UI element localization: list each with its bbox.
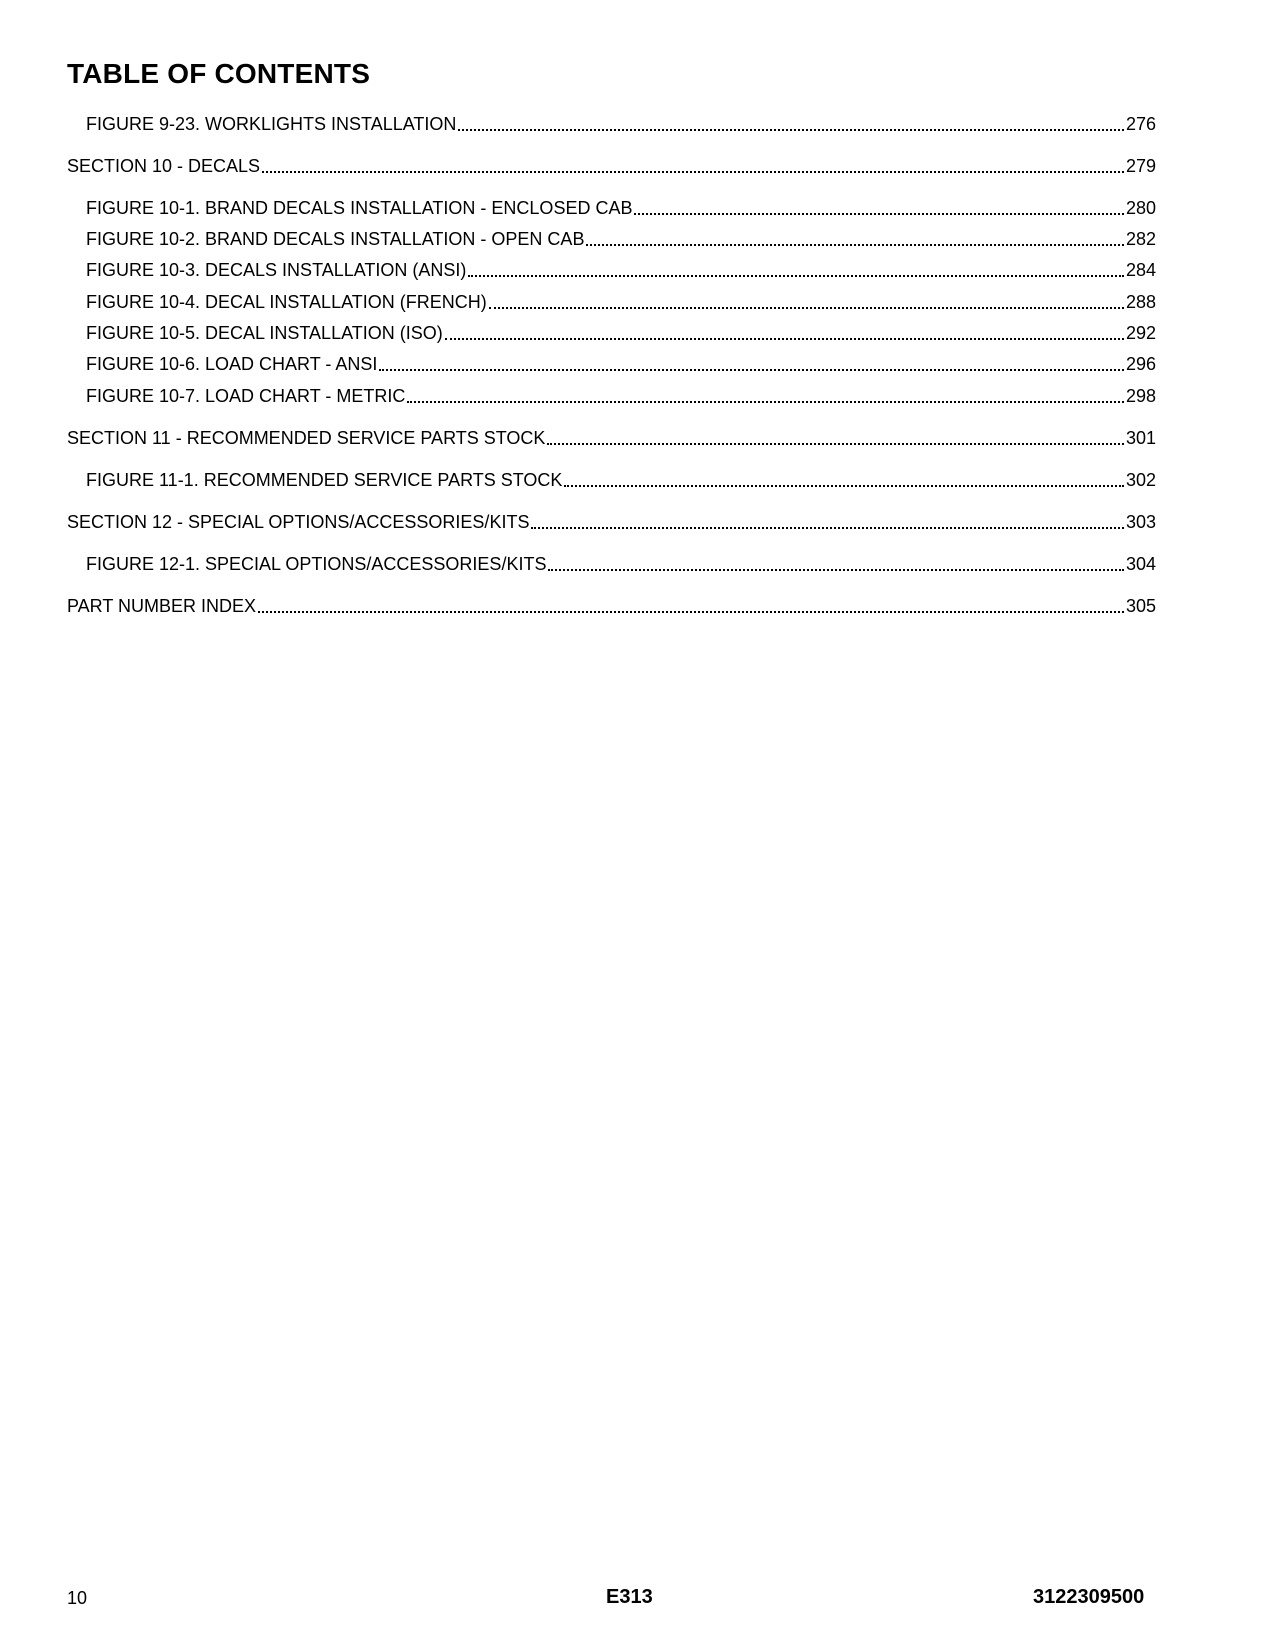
toc-entry[interactable] (67, 511, 1156, 533)
toc-entry-page: 282 (1125, 229, 1156, 249)
toc-entry-page: 292 (1125, 323, 1156, 343)
toc-entry[interactable] (86, 259, 1156, 281)
toc-entry-page: 298 (1125, 386, 1156, 406)
toc-entry[interactable] (67, 595, 1156, 617)
toc-entry[interactable] (86, 322, 1156, 344)
toc-entry[interactable] (86, 469, 1156, 491)
toc-entry-page: 301 (1125, 428, 1156, 448)
toc-entry[interactable] (86, 197, 1156, 219)
toc-entry-label: FIGURE 10-1. BRAND DECALS INSTALLATION - ENCLOSED CAB (86, 198, 633, 218)
dot-leader (458, 129, 1124, 131)
toc-entry-label: FIGURE 12-1. SPECIAL OPTIONS/ACCESSORIES/KITS (86, 554, 547, 574)
toc-entry-label: SECTION 11 - RECOMMENDED SERVICE PARTS STOCK (67, 428, 546, 448)
toc-entry-page: 279 (1125, 156, 1156, 176)
page-title: TABLE OF CONTENTS (67, 58, 371, 89)
toc-entry[interactable] (67, 155, 1156, 177)
toc-entry-label: FIGURE 11-1. RECOMMENDED SERVICE PARTS STOCK (86, 470, 563, 490)
dot-leader (564, 485, 1124, 487)
toc-entry-page: 284 (1125, 260, 1156, 280)
toc-entry-page: 276 (1125, 114, 1156, 134)
toc-entry-page: 288 (1125, 292, 1156, 312)
toc-entry-label: FIGURE 10-2. BRAND DECALS INSTALLATION - OPEN CAB (86, 229, 585, 249)
toc-entry-label: FIGURE 10-6. LOAD CHART - ANSI (86, 354, 378, 374)
toc-entry-page: 305 (1125, 596, 1156, 616)
toc-entry-page: 304 (1125, 554, 1156, 574)
toc-entry-page: 303 (1125, 512, 1156, 532)
toc-entry-label: FIGURE 10-4. DECAL INSTALLATION (FRENCH) (86, 292, 487, 312)
dot-leader (407, 401, 1124, 403)
dot-leader (468, 275, 1124, 277)
dot-leader (531, 527, 1124, 529)
dot-leader (489, 307, 1124, 309)
toc-entry[interactable] (86, 228, 1156, 250)
dot-leader (262, 171, 1124, 173)
toc-entry[interactable] (86, 553, 1156, 575)
toc-entry[interactable] (86, 353, 1156, 375)
toc-entry-page: 296 (1125, 354, 1156, 374)
footer-document-number: 3122309500 (1033, 1586, 1145, 1608)
toc-entry-label: FIGURE 10-5. DECAL INSTALLATION (ISO) (86, 323, 443, 343)
toc-entry-label: FIGURE 9-23. WORKLIGHTS INSTALLATION (86, 114, 457, 134)
dot-leader (586, 244, 1124, 246)
dot-leader (445, 338, 1124, 340)
dot-leader (379, 369, 1124, 371)
toc-entry[interactable] (86, 385, 1156, 407)
dot-leader (258, 611, 1124, 613)
toc-entry-label: PART NUMBER INDEX (67, 596, 257, 616)
toc-entry[interactable] (86, 113, 1156, 135)
toc-entry-page: 302 (1125, 470, 1156, 490)
toc-entry[interactable] (86, 291, 1156, 313)
toc-entry-label: SECTION 12 - SPECIAL OPTIONS/ACCESSORIES/KITS (67, 512, 530, 532)
footer-model: E313 (606, 1586, 653, 1608)
toc-entry-label: FIGURE 10-3. DECALS INSTALLATION (ANSI) (86, 260, 467, 280)
footer-page-number: 10 (67, 1588, 88, 1608)
toc-entry[interactable] (67, 427, 1156, 449)
toc-entry-page: 280 (1125, 198, 1156, 218)
dot-leader (547, 443, 1124, 445)
toc-entry-label: FIGURE 10-7. LOAD CHART - METRIC (86, 386, 406, 406)
dot-leader (548, 569, 1124, 571)
toc-entry-label: SECTION 10 - DECALS (67, 156, 261, 176)
dot-leader (634, 213, 1123, 215)
